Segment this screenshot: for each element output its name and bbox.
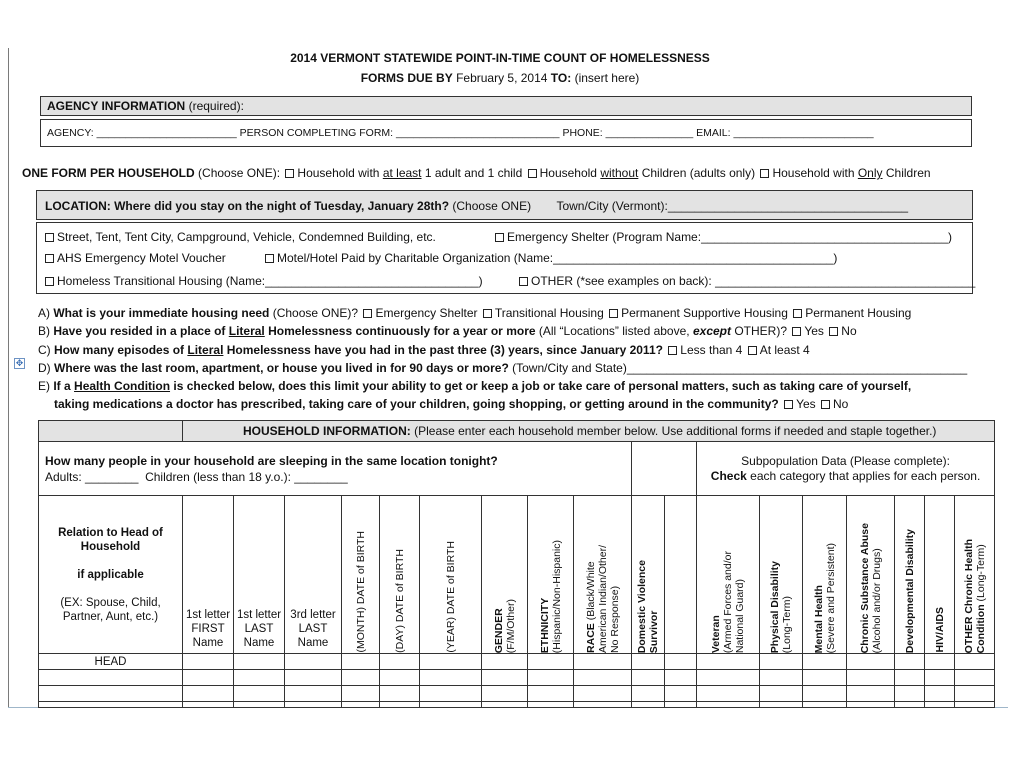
need-permanent-supportive-checkbox[interactable] [609,309,618,318]
table-row[interactable] [39,654,995,670]
agency-section-header: AGENCY INFORMATION (required): [40,96,972,116]
question-b: B) Have you resided in a place of Literal Homelessness continuously for a year or more (All “Locations” listed above, except OTHER)? Yes No [38,324,857,338]
household-adult-child-checkbox[interactable] [285,169,294,178]
household-type-choice: ONE FORM PER HOUSEHOLD (Choose ONE): Household with at least 1 adult and 1 child Household without Children (adults only) Household with Only Children [22,166,931,180]
table-row[interactable] [39,686,995,702]
health-limit-yes-checkbox[interactable] [784,400,793,409]
town-city-field[interactable]: ____________________________________ [667,199,909,213]
mental-health-header: Mental Health (Severe and Persistent) [803,496,847,654]
other-location-checkbox[interactable] [519,277,528,286]
transitional-housing-location-checkbox[interactable] [45,277,54,286]
question-a: A) What is your immediate housing need (Choose ONE)? Emergency Shelter Transitional Housing Permanent Supportive Housing Permanent Housing [38,306,912,320]
form-title: 2014 VERMONT STATEWIDE POINT-IN-TIME COUNT OF HOMELESSNESS [290,51,710,65]
need-transitional-checkbox[interactable] [483,309,492,318]
gender-header: GENDER (F/M/Other) [482,496,528,654]
ethnicity-header: ETHNICITY (Hispanic/Non-Hispanic) [528,496,574,654]
table-row[interactable] [39,670,995,686]
substance-abuse-header: Chronic Substance Abuse (Alcohol and/or Drugs) [847,496,895,654]
ahs-motel-voucher-checkbox[interactable] [45,254,54,263]
location-options-box: Street, Tent, Tent City, Campground, Vehicle, Condemned Building, etc. Emergency Shelter (Program Name:_____________________________________) AHS Emergency Motel Voucher Motel/Hotel Paid by Charitable Organization (Name:__________________________________________) Homeless Transitional Housing (Name:________________________________) OTHER (*see examples on back): _______________________________________ [36,222,973,294]
literal-year-yes-checkbox[interactable] [792,327,801,336]
health-limit-no-checkbox[interactable] [821,400,830,409]
need-emergency-shelter-checkbox[interactable] [363,309,372,318]
physical-disability-header: Physical Disability (Long-Term) [760,496,803,654]
agency-fields-line[interactable]: AGENCY: ________________________ PERSON COMPLETING FORM: ____________________________ PHONE: _______________ EMAIL: ________________________ [47,127,874,139]
street-tent-checkbox[interactable] [45,233,54,242]
race-header: RACE (Black/White American Indian/Other/ No Response) [574,496,632,654]
relation-header: Relation to Head of Household if applicable (EX: Spouse, Child, Partner, Aunt, etc.) [39,496,183,654]
question-d[interactable]: D) Where was the last room, apartment, or house you lived in for 90 days or more? (Town/City and State)___________________________________________________ [38,361,968,375]
subpopulation-header: Subpopulation Data (Please complete): Check each category that applies for each person. [697,442,995,496]
household-without-children-checkbox[interactable] [528,169,537,178]
table-row[interactable] [39,702,995,708]
episodes-less-than-4-checkbox[interactable] [668,346,677,355]
question-e: E) If a Health Condition is checked below, does this limit your ability to get or keep a job or take care of personal matters, such as taking care of yourself, [38,379,912,393]
need-permanent-checkbox[interactable] [793,309,802,318]
move-anchor-icon[interactable]: ✥ [15,358,24,368]
household-info-title: HOUSEHOLD INFORMATION: (Please enter each household member below. Use additional forms if needed and staple together.) [183,421,995,442]
motel-charitable-checkbox[interactable] [265,254,274,263]
question-e-line2: taking medications a doctor has prescribed, taking care of your children, going shopping, or getting around in the community? Yes No [54,397,849,411]
question-c: C) How many episodes of Literal Homelessness have you had in the past three (3) years, since January 2011? Less than 4 At least 4 [38,343,810,357]
episodes-at-least-4-checkbox[interactable] [748,346,757,355]
day-of-birth-header: (DAY) DATE of BIRTH [380,496,420,654]
agency-fields-box[interactable] [40,119,972,147]
hiv-aids-header: HIV/AIDS [925,496,955,654]
month-of-birth-header: (MONTH) DATE of BIRTH [342,496,380,654]
veteran-header: Veteran (Armed Forces and/or National Guard) [697,496,760,654]
first-letter-last-header: 1st letter LAST Name [234,496,285,654]
household-table [38,420,995,708]
location-question-header: LOCATION: Where did you stay on the night of Tuesday, January 28th? (Choose ONE) Town/City (Vermont):____________________________________ [36,190,973,220]
domestic-violence-header: Domestic Violence Survivor [632,496,665,654]
due-line: FORMS DUE BY February 5, 2014 TO: (insert here) [360,71,640,85]
year-of-birth-header: (YEAR) DATE of BIRTH [420,496,482,654]
developmental-disability-header: Developmental Disability [895,496,925,654]
sleeping-count-cell[interactable]: How many people in your household are sleeping in the same location tonight? Adults: ________ Children (less than 18 y.o.): ________ [39,442,632,496]
third-letter-last-header: 3rd letter LAST Name [285,496,342,654]
other-chronic-header: OTHER Chronic Health Condition (Long-Term) [955,496,995,654]
literal-year-no-checkbox[interactable] [829,327,838,336]
emergency-shelter-location-checkbox[interactable] [495,233,504,242]
first-letter-first-header: 1st letter FIRST Name [183,496,234,654]
head-relation-cell: HEAD [39,654,183,670]
household-only-children-checkbox[interactable] [760,169,769,178]
